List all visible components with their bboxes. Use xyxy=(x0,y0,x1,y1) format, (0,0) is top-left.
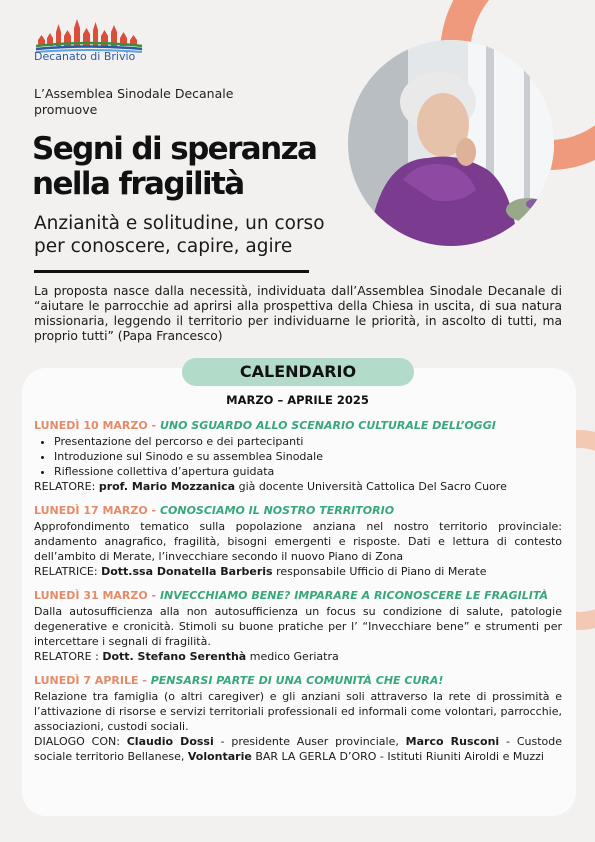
event-separator: - xyxy=(138,674,151,687)
panelist-name: Claudio Dossi xyxy=(126,735,214,748)
event-date: LUNEDÌ 17 MARZO xyxy=(34,504,148,517)
panelist-name: Marco Rusconi xyxy=(405,735,500,748)
event-heading xyxy=(34,588,562,603)
title-divider xyxy=(34,270,309,273)
speaker-role: RELATORE: xyxy=(34,480,99,493)
brand-name: Decanato di Brivio xyxy=(34,50,136,63)
event-bullet: • Riflessione collettiva d’apertura guidata xyxy=(54,464,562,479)
speaker-desc: medico Geriatra xyxy=(246,650,339,663)
intro-paragraph: La proposta nasce dalla necessità, individuata dall’Assemblea Sinodale Decanale di “aiutare le parrocchie ad aprirsi alla prospettiva della Chiesa in uscita, di sua natura missionaria, leggendo il territorio per individuarne le priorità, in ascolto di tutti, ma proprio tutti” (Papa Francesco) xyxy=(34,284,562,343)
event-heading xyxy=(34,418,562,433)
title-line-2: nella fragilità xyxy=(32,166,244,202)
speaker-desc: già docente Università Cattolica Del Sacro Cuore xyxy=(235,480,507,493)
event-separator: - xyxy=(147,504,160,517)
elderly-woman-photo xyxy=(348,40,554,246)
page-title xyxy=(32,132,352,202)
speaker-desc: responsabile Ufficio di Piano di Merate xyxy=(272,565,487,578)
event-speaker xyxy=(34,479,562,494)
event-separator: - xyxy=(147,589,160,602)
panelist-desc: - Custode sociale territorio Bellanese, xyxy=(34,735,563,763)
event-speaker xyxy=(34,649,562,664)
event-bullets xyxy=(34,434,562,479)
event-speaker xyxy=(34,564,562,579)
panelist-desc: BAR LA GERLA D’ORO - Istituti Riuniti Airoldi e Muzzi xyxy=(251,750,544,763)
event-list xyxy=(34,418,562,773)
calendar-label: CALENDARIO xyxy=(182,358,414,386)
event-title: INVECCHIAMO BENE? IMPARARE A RICONOSCERE LE FRAGILITÀ xyxy=(159,589,549,602)
event-date: LUNEDÌ 10 MARZO xyxy=(34,419,148,432)
event-item xyxy=(34,673,562,764)
speaker-name: Dott. Stefano Serenthà xyxy=(102,650,247,663)
event-bullet: • Presentazione del percorso e dei partecipanti xyxy=(54,434,562,449)
dialog-label: DIALOGO CON: xyxy=(34,735,127,748)
event-description: Relazione tra famiglia (o altri caregiver) e gli anziani soli attraverso la rete di prossimità e l’attivazione di risorse e servizi territoriali professionali ed informali come volontari, parrocchie, associazioni, custodi sociali. xyxy=(34,690,562,733)
event-title: UNO SGUARDO ALLO SCENARIO CULTURALE DELL’OGGI xyxy=(159,419,496,432)
title-line-1: Segni di speranza xyxy=(32,131,317,167)
event-date: LUNEDÌ 7 APRILE xyxy=(34,674,139,687)
event-heading xyxy=(34,673,562,688)
header-promoter: L’Assemblea Sinodale Decanale promuove xyxy=(34,86,234,117)
event-item xyxy=(34,503,562,579)
event-description: Dalla autosufficienza alla non autosufficienza un focus su condizione di salute, patologie degenerative e cronicità. Stimoli su buone pratiche per l’ “Invecchiare bene” e strumenti per intercettare i segnali di fragilità. xyxy=(34,605,562,648)
speaker-name: Dott.ssa Donatella Barberis xyxy=(101,565,273,578)
event-date: LUNEDÌ 31 MARZO xyxy=(34,589,148,602)
event-description: Approfondimento tematico sulla popolazione anziana nel nostro territorio provinciale: andamento anagrafico, fragilità, bisogni emergenti e risposte. Dati e lettura di contesto dell’ambito di Merate, l’invecchiare secondo il nuovo Piano di Zona xyxy=(34,520,562,563)
event-separator: - xyxy=(147,419,160,432)
church-skyline-logo xyxy=(34,14,144,54)
speaker-role: RELATRICE: xyxy=(34,565,102,578)
event-title: CONOSCIAMO IL NOSTRO TERRITORIO xyxy=(159,504,395,517)
speaker-role: RELATORE : xyxy=(34,650,103,663)
panelist-desc: - presidente Auser provinciale, xyxy=(213,735,406,748)
calendar-range: MARZO – APRILE 2025 xyxy=(226,393,369,407)
panelist-name: Volontarie xyxy=(187,750,252,763)
page-subtitle: Anzianità e solitudine, un corso per conoscere, capire, agire xyxy=(34,213,325,257)
event-dialog xyxy=(34,734,562,764)
event-item xyxy=(34,418,562,494)
event-heading xyxy=(34,503,562,518)
event-title: PENSARSI PARTE DI UNA COMUNITÀ CHE CURA! xyxy=(150,674,444,687)
event-item xyxy=(34,588,562,664)
event-bullet: • Introduzione sul Sinodo e su assemblea Sinodale xyxy=(54,449,562,464)
speaker-name: prof. Mario Mozzanica xyxy=(98,480,236,493)
